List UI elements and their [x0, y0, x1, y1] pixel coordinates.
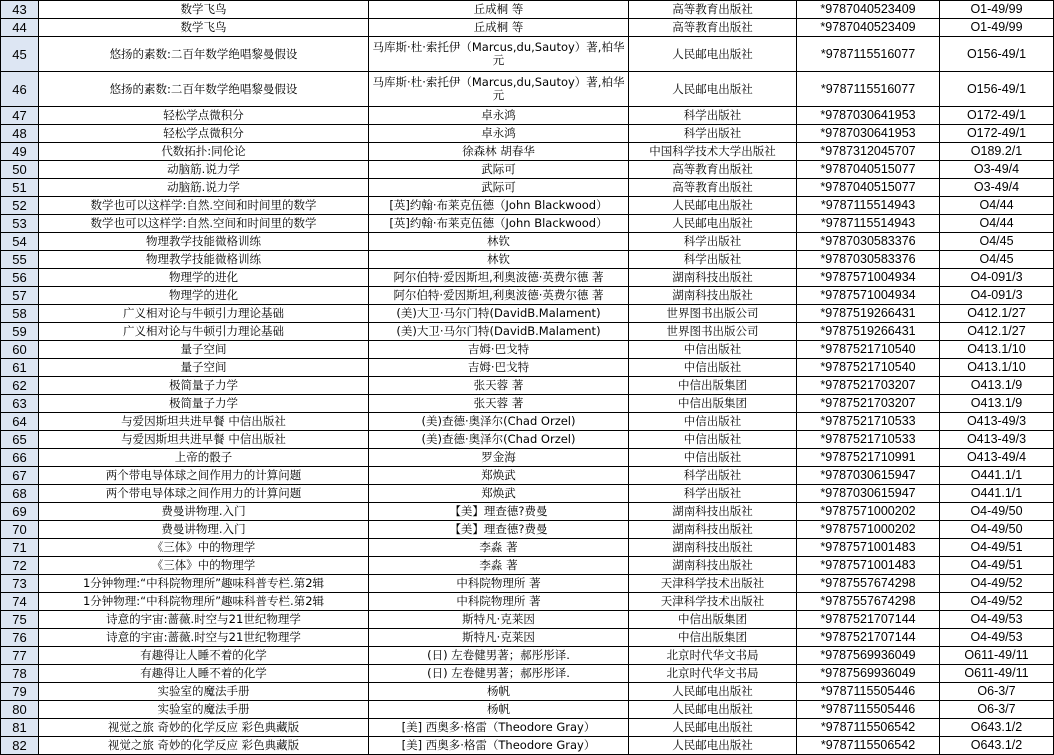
publisher-cell[interactable]: 天津科学技术出版社 — [629, 575, 797, 593]
book-title-cell[interactable]: 诗意的宇宙:蔷薇.时空与21世纪物理学 — [39, 629, 369, 647]
row-number-cell[interactable]: 52 — [1, 197, 39, 215]
table-row[interactable] — [1, 665, 1054, 683]
table-row[interactable] — [1, 485, 1054, 503]
author-cell[interactable]: 张天蓉 著 — [369, 377, 629, 395]
call-number-cell[interactable]: O6-3/7 — [940, 701, 1054, 719]
call-number-cell[interactable]: O643.1/2 — [940, 737, 1054, 755]
book-title-cell[interactable]: 量子空间 — [39, 359, 369, 377]
isbn-cell[interactable]: *9787571004934 — [797, 287, 940, 305]
call-number-cell[interactable]: O4-49/51 — [940, 557, 1054, 575]
table-row[interactable] — [1, 179, 1054, 197]
book-title-cell[interactable]: 轻松学点微积分 — [39, 107, 369, 125]
row-number-cell[interactable]: 71 — [1, 539, 39, 557]
row-number-cell[interactable]: 50 — [1, 161, 39, 179]
call-number-cell[interactable]: O413.1/9 — [940, 395, 1054, 413]
call-number-cell[interactable]: O189.2/1 — [940, 143, 1054, 161]
author-cell[interactable]: 马库斯·杜·索托伊（Marcus,du,Sautoy）著,柏华元 — [369, 72, 629, 107]
book-title-cell[interactable]: 《三体》中的物理学 — [39, 557, 369, 575]
table-row[interactable] — [1, 701, 1054, 719]
author-cell[interactable]: 卓永鸿 — [369, 107, 629, 125]
publisher-cell[interactable]: 科学出版社 — [629, 485, 797, 503]
row-number-cell[interactable]: 80 — [1, 701, 39, 719]
book-title-cell[interactable]: 有趣得让人睡不着的化学 — [39, 665, 369, 683]
book-title-cell[interactable]: 1分钟物理:“中科院物理所”趣味科普专栏.第2辑 — [39, 575, 369, 593]
row-number-cell[interactable]: 82 — [1, 737, 39, 755]
call-number-cell[interactable]: O3-49/4 — [940, 161, 1054, 179]
isbn-cell[interactable]: *9787030641953 — [797, 125, 940, 143]
publisher-cell[interactable]: 湖南科技出版社 — [629, 557, 797, 575]
table-row[interactable] — [1, 377, 1054, 395]
call-number-cell[interactable]: O412.1/27 — [940, 305, 1054, 323]
author-cell[interactable]: (美)大卫·马尔门特(DavidB.Malament) — [369, 323, 629, 341]
isbn-cell[interactable]: *9787571001483 — [797, 557, 940, 575]
book-title-cell[interactable]: 《三体》中的物理学 — [39, 539, 369, 557]
table-row[interactable] — [1, 539, 1054, 557]
isbn-cell[interactable]: *9787521710540 — [797, 359, 940, 377]
author-cell[interactable]: 吉姆·巴戈特 — [369, 359, 629, 377]
row-number-cell[interactable]: 68 — [1, 485, 39, 503]
call-number-cell[interactable]: O6-3/7 — [940, 683, 1054, 701]
book-title-cell[interactable]: 物理学的进化 — [39, 287, 369, 305]
publisher-cell[interactable]: 中信出版社 — [629, 449, 797, 467]
book-title-cell[interactable]: 悠扬的素数:二百年数学绝唱黎曼假设 — [39, 72, 369, 107]
table-row[interactable] — [1, 503, 1054, 521]
book-title-cell[interactable]: 量子空间 — [39, 341, 369, 359]
book-title-cell[interactable]: 两个带电导体球之间作用力的计算问题 — [39, 485, 369, 503]
publisher-cell[interactable]: 科学出版社 — [629, 107, 797, 125]
row-number-cell[interactable]: 64 — [1, 413, 39, 431]
author-cell[interactable]: (美)大卫·马尔门特(DavidB.Malament) — [369, 305, 629, 323]
book-title-cell[interactable]: 1分钟物理:“中科院物理所”趣味科普专栏.第2辑 — [39, 593, 369, 611]
row-number-cell[interactable]: 75 — [1, 611, 39, 629]
row-number-cell[interactable]: 58 — [1, 305, 39, 323]
publisher-cell[interactable]: 天津科学技术出版社 — [629, 593, 797, 611]
author-cell[interactable]: (日) 左卷健男著；郝彤彤译. — [369, 647, 629, 665]
book-title-cell[interactable]: 极简量子力学 — [39, 377, 369, 395]
book-title-cell[interactable]: 与爱因斯坦共进早餐 中信出版社 — [39, 413, 369, 431]
publisher-cell[interactable]: 中国科学技术大学出版社 — [629, 143, 797, 161]
author-cell[interactable]: 杨帆 — [369, 701, 629, 719]
isbn-cell[interactable]: *9787312045707 — [797, 143, 940, 161]
author-cell[interactable]: 卓永鸿 — [369, 125, 629, 143]
book-title-cell[interactable]: 物理教学技能微格训练 — [39, 233, 369, 251]
author-cell[interactable]: 【美】理查德?费曼 — [369, 503, 629, 521]
call-number-cell[interactable]: O4-49/50 — [940, 503, 1054, 521]
book-title-cell[interactable]: 两个带电导体球之间作用力的计算问题 — [39, 467, 369, 485]
call-number-cell[interactable]: O4-49/53 — [940, 629, 1054, 647]
table-row[interactable] — [1, 197, 1054, 215]
row-number-cell[interactable]: 59 — [1, 323, 39, 341]
call-number-cell[interactable]: O4/45 — [940, 251, 1054, 269]
publisher-cell[interactable]: 中信出版社 — [629, 359, 797, 377]
isbn-cell[interactable]: *9787030583376 — [797, 233, 940, 251]
table-row[interactable] — [1, 107, 1054, 125]
row-number-cell[interactable]: 63 — [1, 395, 39, 413]
call-number-cell[interactable]: O4-49/51 — [940, 539, 1054, 557]
isbn-cell[interactable]: *9787115505446 — [797, 683, 940, 701]
table-row[interactable] — [1, 647, 1054, 665]
publisher-cell[interactable]: 科学出版社 — [629, 233, 797, 251]
table-row[interactable] — [1, 233, 1054, 251]
row-number-cell[interactable]: 47 — [1, 107, 39, 125]
row-number-cell[interactable]: 76 — [1, 629, 39, 647]
isbn-cell[interactable]: *9787569936049 — [797, 665, 940, 683]
book-title-cell[interactable]: 物理学的进化 — [39, 269, 369, 287]
author-cell[interactable]: 中科院物理所 著 — [369, 593, 629, 611]
table-row[interactable] — [1, 359, 1054, 377]
table-row[interactable] — [1, 143, 1054, 161]
publisher-cell[interactable]: 北京时代华文书局 — [629, 647, 797, 665]
row-number-cell[interactable]: 49 — [1, 143, 39, 161]
call-number-cell[interactable]: O412.1/27 — [940, 323, 1054, 341]
isbn-cell[interactable]: *9787557674298 — [797, 575, 940, 593]
table-row[interactable] — [1, 629, 1054, 647]
publisher-cell[interactable]: 人民邮电出版社 — [629, 701, 797, 719]
book-title-cell[interactable]: 广义相对论与牛顿引力理论基础 — [39, 305, 369, 323]
book-title-cell[interactable]: 极简量子力学 — [39, 395, 369, 413]
isbn-cell[interactable]: *9787519266431 — [797, 323, 940, 341]
isbn-cell[interactable]: *9787040523409 — [797, 19, 940, 37]
call-number-cell[interactable]: O413-49/3 — [940, 431, 1054, 449]
row-number-cell[interactable]: 62 — [1, 377, 39, 395]
publisher-cell[interactable]: 高等教育出版社 — [629, 161, 797, 179]
table-row[interactable] — [1, 125, 1054, 143]
call-number-cell[interactable]: O1-49/99 — [940, 19, 1054, 37]
call-number-cell[interactable]: O172-49/1 — [940, 107, 1054, 125]
author-cell[interactable]: 李淼 著 — [369, 557, 629, 575]
table-row[interactable] — [1, 611, 1054, 629]
row-number-cell[interactable]: 54 — [1, 233, 39, 251]
publisher-cell[interactable]: 科学出版社 — [629, 125, 797, 143]
row-number-cell[interactable]: 48 — [1, 125, 39, 143]
publisher-cell[interactable]: 中信出版社 — [629, 341, 797, 359]
row-number-cell[interactable]: 79 — [1, 683, 39, 701]
table-row[interactable] — [1, 395, 1054, 413]
isbn-cell[interactable]: *9787040523409 — [797, 1, 940, 19]
call-number-cell[interactable]: O4/44 — [940, 215, 1054, 233]
author-cell[interactable]: 杨帆 — [369, 683, 629, 701]
publisher-cell[interactable]: 北京时代华文书局 — [629, 665, 797, 683]
author-cell[interactable]: 郑焕武 — [369, 485, 629, 503]
table-row[interactable] — [1, 251, 1054, 269]
author-cell[interactable]: 李淼 著 — [369, 539, 629, 557]
table-row[interactable] — [1, 341, 1054, 359]
author-cell[interactable]: 【美】理查德?费曼 — [369, 521, 629, 539]
table-row[interactable] — [1, 413, 1054, 431]
call-number-cell[interactable]: O413-49/4 — [940, 449, 1054, 467]
call-number-cell[interactable]: O413.1/10 — [940, 341, 1054, 359]
isbn-cell[interactable]: *9787030641953 — [797, 107, 940, 125]
publisher-cell[interactable]: 中信出版集团 — [629, 395, 797, 413]
table-row[interactable] — [1, 1, 1054, 19]
row-number-cell[interactable]: 61 — [1, 359, 39, 377]
isbn-cell[interactable]: *9787521710533 — [797, 413, 940, 431]
table-row[interactable] — [1, 215, 1054, 233]
table-row[interactable] — [1, 287, 1054, 305]
isbn-cell[interactable]: *9787040515077 — [797, 161, 940, 179]
isbn-cell[interactable]: *9787571000202 — [797, 503, 940, 521]
author-cell[interactable]: 张天蓉 著 — [369, 395, 629, 413]
author-cell[interactable]: 武际可 — [369, 179, 629, 197]
publisher-cell[interactable]: 人民邮电出版社 — [629, 197, 797, 215]
isbn-cell[interactable]: *9787030615947 — [797, 467, 940, 485]
author-cell[interactable]: [美] 西奥多·格雷（Theodore Gray） — [369, 719, 629, 737]
author-cell[interactable]: 林钦 — [369, 251, 629, 269]
publisher-cell[interactable]: 人民邮电出版社 — [629, 737, 797, 755]
row-number-cell[interactable]: 60 — [1, 341, 39, 359]
call-number-cell[interactable]: O643.1/2 — [940, 719, 1054, 737]
row-number-cell[interactable]: 67 — [1, 467, 39, 485]
author-cell[interactable]: 阿尔伯特·爱因斯坦,利奥波德·英费尔德 著 — [369, 269, 629, 287]
publisher-cell[interactable]: 人民邮电出版社 — [629, 37, 797, 72]
publisher-cell[interactable]: 中信出版社 — [629, 431, 797, 449]
call-number-cell[interactable]: O413.1/10 — [940, 359, 1054, 377]
book-title-cell[interactable]: 轻松学点微积分 — [39, 125, 369, 143]
isbn-cell[interactable]: *9787519266431 — [797, 305, 940, 323]
publisher-cell[interactable]: 中信出版集团 — [629, 611, 797, 629]
book-title-cell[interactable]: 数学也可以这样学:自然.空间和时间里的数学 — [39, 197, 369, 215]
author-cell[interactable]: 徐森林 胡春华 — [369, 143, 629, 161]
book-title-cell[interactable]: 实验室的魔法手册 — [39, 701, 369, 719]
row-number-cell[interactable]: 44 — [1, 19, 39, 37]
isbn-cell[interactable]: *9787115516077 — [797, 72, 940, 107]
author-cell[interactable]: [美] 西奥多·格雷（Theodore Gray） — [369, 737, 629, 755]
table-row[interactable] — [1, 161, 1054, 179]
row-number-cell[interactable]: 78 — [1, 665, 39, 683]
call-number-cell[interactable]: O441.1/1 — [940, 485, 1054, 503]
row-number-cell[interactable]: 65 — [1, 431, 39, 449]
author-cell[interactable]: [英]约翰·布莱克伍德（John Blackwood） — [369, 215, 629, 233]
call-number-cell[interactable]: O156-49/1 — [940, 72, 1054, 107]
table-row[interactable] — [1, 575, 1054, 593]
author-cell[interactable]: 郑焕武 — [369, 467, 629, 485]
publisher-cell[interactable]: 人民邮电出版社 — [629, 72, 797, 107]
publisher-cell[interactable]: 湖南科技出版社 — [629, 521, 797, 539]
call-number-cell[interactable]: O4-49/52 — [940, 575, 1054, 593]
call-number-cell[interactable]: O441.1/1 — [940, 467, 1054, 485]
book-title-cell[interactable]: 悠扬的素数:二百年数学绝唱黎曼假设 — [39, 37, 369, 72]
publisher-cell[interactable]: 人民邮电出版社 — [629, 719, 797, 737]
call-number-cell[interactable]: O413-49/3 — [940, 413, 1054, 431]
row-number-cell[interactable]: 56 — [1, 269, 39, 287]
book-title-cell[interactable]: 代数拓扑:同伦论 — [39, 143, 369, 161]
publisher-cell[interactable]: 高等教育出版社 — [629, 19, 797, 37]
table-row[interactable] — [1, 449, 1054, 467]
call-number-cell[interactable]: O4/44 — [940, 197, 1054, 215]
publisher-cell[interactable]: 湖南科技出版社 — [629, 269, 797, 287]
table-row[interactable] — [1, 72, 1054, 107]
book-title-cell[interactable]: 物理教学技能微格训练 — [39, 251, 369, 269]
publisher-cell[interactable]: 湖南科技出版社 — [629, 287, 797, 305]
book-title-cell[interactable]: 诗意的宇宙:蔷薇.时空与21世纪物理学 — [39, 611, 369, 629]
book-title-cell[interactable]: 数学飞鸟 — [39, 1, 369, 19]
row-number-cell[interactable]: 72 — [1, 557, 39, 575]
table-row[interactable] — [1, 683, 1054, 701]
book-title-cell[interactable]: 视觉之旅 奇妙的化学反应 彩色典藏版 — [39, 737, 369, 755]
call-number-cell[interactable]: O1-49/99 — [940, 1, 1054, 19]
isbn-cell[interactable]: *9787115506542 — [797, 719, 940, 737]
table-row[interactable] — [1, 719, 1054, 737]
call-number-cell[interactable]: O413.1/9 — [940, 377, 1054, 395]
isbn-cell[interactable]: *9787569936049 — [797, 647, 940, 665]
book-title-cell[interactable]: 实验室的魔法手册 — [39, 683, 369, 701]
book-title-cell[interactable]: 动脑筋.说力学 — [39, 161, 369, 179]
isbn-cell[interactable]: *9787571004934 — [797, 269, 940, 287]
book-title-cell[interactable]: 视觉之旅 奇妙的化学反应 彩色典藏版 — [39, 719, 369, 737]
book-title-cell[interactable]: 有趣得让人睡不着的化学 — [39, 647, 369, 665]
book-title-cell[interactable]: 数学飞鸟 — [39, 19, 369, 37]
publisher-cell[interactable]: 人民邮电出版社 — [629, 215, 797, 233]
author-cell[interactable]: 丘成桐 等 — [369, 1, 629, 19]
isbn-cell[interactable]: *9787521707144 — [797, 611, 940, 629]
isbn-cell[interactable]: *9787521703207 — [797, 395, 940, 413]
publisher-cell[interactable]: 世界图书出版公司 — [629, 323, 797, 341]
row-number-cell[interactable]: 53 — [1, 215, 39, 233]
book-title-cell[interactable]: 费曼讲物理.入门 — [39, 521, 369, 539]
row-number-cell[interactable]: 69 — [1, 503, 39, 521]
row-number-cell[interactable]: 46 — [1, 72, 39, 107]
call-number-cell[interactable]: O4/45 — [940, 233, 1054, 251]
publisher-cell[interactable]: 世界图书出版公司 — [629, 305, 797, 323]
row-number-cell[interactable]: 55 — [1, 251, 39, 269]
call-number-cell[interactable]: O172-49/1 — [940, 125, 1054, 143]
row-number-cell[interactable]: 70 — [1, 521, 39, 539]
call-number-cell[interactable]: O4-49/53 — [940, 611, 1054, 629]
table-row[interactable] — [1, 737, 1054, 755]
author-cell[interactable]: 中科院物理所 著 — [369, 575, 629, 593]
author-cell[interactable]: 吉姆·巴戈特 — [369, 341, 629, 359]
publisher-cell[interactable]: 中信出版集团 — [629, 377, 797, 395]
isbn-cell[interactable]: *9787030615947 — [797, 485, 940, 503]
author-cell[interactable]: 丘成桐 等 — [369, 19, 629, 37]
author-cell[interactable]: 斯特凡·克莱因 — [369, 611, 629, 629]
publisher-cell[interactable]: 湖南科技出版社 — [629, 503, 797, 521]
row-number-cell[interactable]: 51 — [1, 179, 39, 197]
row-number-cell[interactable]: 45 — [1, 37, 39, 72]
row-number-cell[interactable]: 74 — [1, 593, 39, 611]
publisher-cell[interactable]: 高等教育出版社 — [629, 1, 797, 19]
table-row[interactable] — [1, 467, 1054, 485]
book-title-cell[interactable]: 费曼讲物理.入门 — [39, 503, 369, 521]
row-number-cell[interactable]: 43 — [1, 1, 39, 19]
publisher-cell[interactable]: 科学出版社 — [629, 467, 797, 485]
book-title-cell[interactable]: 上帝的骰子 — [39, 449, 369, 467]
isbn-cell[interactable]: *9787521703207 — [797, 377, 940, 395]
isbn-cell[interactable]: *9787115505446 — [797, 701, 940, 719]
row-number-cell[interactable]: 57 — [1, 287, 39, 305]
table-row[interactable] — [1, 521, 1054, 539]
author-cell[interactable]: 斯特凡·克莱因 — [369, 629, 629, 647]
author-cell[interactable]: 林钦 — [369, 233, 629, 251]
author-cell[interactable]: (美)查德·奥泽尔(Chad Orzel) — [369, 431, 629, 449]
book-list-body — [1, 1, 1054, 755]
isbn-cell[interactable]: *9787557674298 — [797, 593, 940, 611]
table-row[interactable] — [1, 269, 1054, 287]
book-title-cell[interactable]: 动脑筋.说力学 — [39, 179, 369, 197]
table-row[interactable] — [1, 593, 1054, 611]
author-cell[interactable]: 罗金海 — [369, 449, 629, 467]
row-number-cell[interactable]: 81 — [1, 719, 39, 737]
publisher-cell[interactable]: 人民邮电出版社 — [629, 683, 797, 701]
call-number-cell[interactable]: O4-49/50 — [940, 521, 1054, 539]
call-number-cell[interactable]: O611-49/11 — [940, 647, 1054, 665]
isbn-cell[interactable]: *9787115514943 — [797, 215, 940, 233]
isbn-cell[interactable]: *9787571001483 — [797, 539, 940, 557]
row-number-cell[interactable]: 77 — [1, 647, 39, 665]
call-number-cell[interactable]: O156-49/1 — [940, 37, 1054, 72]
table-row[interactable] — [1, 557, 1054, 575]
isbn-cell[interactable]: *9787521710533 — [797, 431, 940, 449]
call-number-cell[interactable]: O611-49/11 — [940, 665, 1054, 683]
book-title-cell[interactable]: 与爱因斯坦共进早餐 中信出版社 — [39, 431, 369, 449]
isbn-cell[interactable]: *9787521710991 — [797, 449, 940, 467]
isbn-cell[interactable]: *9787115516077 — [797, 37, 940, 72]
book-title-cell[interactable]: 数学也可以这样学:自然.空间和时间里的数学 — [39, 215, 369, 233]
isbn-cell[interactable]: *9787115506542 — [797, 737, 940, 755]
author-cell[interactable]: 马库斯·杜·索托伊（Marcus,du,Sautoy）著,柏华元 — [369, 37, 629, 72]
call-number-cell[interactable]: O3-49/4 — [940, 179, 1054, 197]
call-number-cell[interactable]: O4-49/52 — [940, 593, 1054, 611]
publisher-cell[interactable]: 高等教育出版社 — [629, 179, 797, 197]
publisher-cell[interactable]: 湖南科技出版社 — [629, 539, 797, 557]
call-number-cell[interactable]: O4-091/3 — [940, 269, 1054, 287]
author-cell[interactable]: (美)查德·奥泽尔(Chad Orzel) — [369, 413, 629, 431]
table-row[interactable] — [1, 323, 1054, 341]
isbn-cell[interactable]: *9787571000202 — [797, 521, 940, 539]
isbn-cell[interactable]: *9787521710540 — [797, 341, 940, 359]
table-row[interactable] — [1, 37, 1054, 72]
publisher-cell[interactable]: 科学出版社 — [629, 251, 797, 269]
table-row[interactable] — [1, 19, 1054, 37]
publisher-cell[interactable]: 中信出版集团 — [629, 629, 797, 647]
isbn-cell[interactable]: *9787040515077 — [797, 179, 940, 197]
call-number-cell[interactable]: O4-091/3 — [940, 287, 1054, 305]
row-number-cell[interactable]: 66 — [1, 449, 39, 467]
row-number-cell[interactable]: 73 — [1, 575, 39, 593]
isbn-cell[interactable]: *9787521707144 — [797, 629, 940, 647]
table-row[interactable] — [1, 305, 1054, 323]
author-cell[interactable]: 武际可 — [369, 161, 629, 179]
author-cell[interactable]: [英]约翰·布莱克伍德（John Blackwood） — [369, 197, 629, 215]
table-row[interactable] — [1, 431, 1054, 449]
publisher-cell[interactable]: 中信出版社 — [629, 413, 797, 431]
isbn-cell[interactable]: *9787030583376 — [797, 251, 940, 269]
isbn-cell[interactable]: *9787115514943 — [797, 197, 940, 215]
author-cell[interactable]: (日) 左卷健男著；郝彤彤译. — [369, 665, 629, 683]
author-cell[interactable]: 阿尔伯特·爱因斯坦,利奥波德·英费尔德 著 — [369, 287, 629, 305]
book-title-cell[interactable]: 广义相对论与牛顿引力理论基础 — [39, 323, 369, 341]
